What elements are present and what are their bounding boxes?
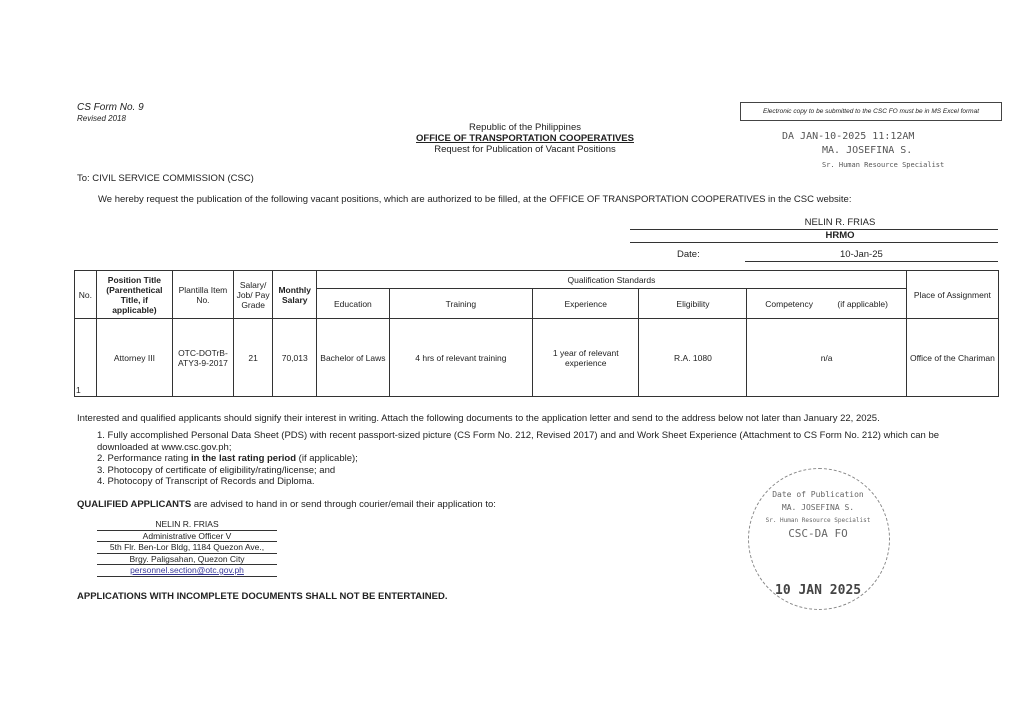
seal-office: CSC-DA FO <box>788 527 848 540</box>
header-competency-note: (if applicable) <box>837 298 888 309</box>
contact-email-link[interactable]: personnel.section@otc.gov.ph <box>97 565 277 577</box>
qualified-applicants-rest: are advised to hand in or send through courier/email their application to: <box>191 499 496 510</box>
header-place: Place of Assignment <box>906 271 998 319</box>
header-training: Training <box>389 289 532 319</box>
seal-role: Sr. Human Resource Specialist <box>765 517 871 524</box>
header-qualification-standards: Qualification Standards <box>317 271 907 289</box>
header-eligibility: Eligibility <box>639 289 747 319</box>
received-stamp-name: MA. JOSEFINA S. <box>822 145 913 156</box>
requirement-2-bold: in the last rating period <box>191 453 297 464</box>
header-position-title: Position Title (Parenthetical Title, if applicable) <box>96 271 172 319</box>
header-competency-label: Competency <box>765 298 813 309</box>
cell-education: Bachelor of Laws <box>317 319 390 397</box>
list-item: 4. Photocopy of Transcript of Records and Diploma. <box>97 476 315 487</box>
cell-training: 4 hrs of relevant training <box>389 319 532 397</box>
header-education: Education <box>317 289 390 319</box>
seal-title: Date of Publication <box>772 490 864 499</box>
incomplete-notice: APPLICATIONS WITH INCOMPLETE DOCUMENTS SHALL NOT BE ENTERTAINED. <box>77 591 448 602</box>
cell-place: Office of the Chariman <box>906 319 998 397</box>
received-stamp <box>782 130 944 172</box>
cell-experience: 1 year of relevant experience <box>533 319 639 397</box>
hrmo-title: HRMO <box>825 230 855 241</box>
date-underline <box>745 261 998 262</box>
received-stamp-text: DA JAN-10-2025 11:12AM <box>782 131 915 142</box>
divider <box>630 242 998 243</box>
cell-salary-grade: 21 <box>233 319 273 397</box>
requirement-2-post: (if applicable); <box>296 453 358 464</box>
addressee-line: To: CIVIL SERVICE COMMISSION (CSC) <box>77 173 254 184</box>
list-item: 3. Photocopy of certificate of eligibility/rating/license; and <box>97 464 336 476</box>
seal-name: MA. JOSEFINA S. <box>781 503 855 512</box>
agency-name: OFFICE OF TRANSPORTATION COOPERATIVES <box>416 133 634 144</box>
table-row <box>75 319 999 397</box>
cell-eligibility: R.A. 1080 <box>639 319 747 397</box>
cell-competency: n/a <box>747 319 906 397</box>
electronic-copy-note: Electronic copy to be submitted to the CSC FO must be in MS Excel format <box>740 102 1002 121</box>
header-competency <box>747 289 906 319</box>
header-plantilla: Plantilla Item No. <box>173 271 234 319</box>
requirement-2-pre: 2. Performance rating <box>97 453 191 464</box>
contact-name: NELIN R. FRIAS <box>97 519 277 531</box>
contact-address-line1: 5th Flr. Ben-Lor Bldg, 1184 Quezon Ave., <box>97 542 277 554</box>
contact-address-line2: Brgy. Paligsahan, Quezon City <box>97 554 277 566</box>
header-experience: Experience <box>533 289 639 319</box>
cell-no: 1 <box>75 319 97 397</box>
header-monthly-salary: Monthly Salary <box>273 271 317 319</box>
header-salary-grade: Salary/ Job/ Pay Grade <box>233 271 273 319</box>
publication-seal-text <box>748 488 888 540</box>
cell-plantilla: OTC-DOTrB-ATY3-9-2017 <box>173 319 234 397</box>
cell-monthly-salary: 70,013 <box>273 319 317 397</box>
form-number <box>77 102 144 124</box>
header-no: No. <box>75 271 97 319</box>
hrmo-name: NELIN R. FRIAS <box>804 217 876 228</box>
date-label: Date: <box>677 249 700 260</box>
form-revised-label: Revised 2018 <box>77 114 126 123</box>
qualified-applicants-label: QUALIFIED APPLICANTS <box>77 499 192 510</box>
contact-position: Administrative Officer V <box>97 531 277 543</box>
document-header <box>380 122 670 155</box>
republic-label: Republic of the Philippines <box>469 122 581 133</box>
seal-date: 10 JAN 2025 <box>775 583 862 598</box>
instructions-text: Interested and qualified applicants should signify their interest in writing. Attach the following documents to the application letter and send to the address below not later than January 22, 2025. <box>77 413 880 424</box>
document-subtitle: Request for Publication of Vacant Positions <box>434 144 616 155</box>
date-value: 10-Jan-25 <box>840 249 883 260</box>
list-item <box>97 453 987 465</box>
cell-position-title: Attorney III <box>96 319 172 397</box>
qualified-applicants-note <box>77 499 496 510</box>
contact-address <box>97 519 277 577</box>
form-number-label: CS Form No. 9 <box>77 102 144 113</box>
received-stamp-title: Sr. Human Resource Specialist <box>822 161 945 169</box>
request-statement: We hereby request the publication of the following vacant positions, which are authorized to be filled, at the OFFICE OF TRANSPORTATION COOPERATIVES in the CSC website: <box>98 194 852 205</box>
list-item: 1. Fully accomplished Personal Data Sheet (PDS) with recent passport-sized picture (CS Form No. 212, Revised 2017) and and Work Sheet Experience (Attachment to CS Form No. 212) which can be downloaded at www.csc.gov.ph; <box>97 430 940 453</box>
vacancy-table <box>74 270 999 397</box>
